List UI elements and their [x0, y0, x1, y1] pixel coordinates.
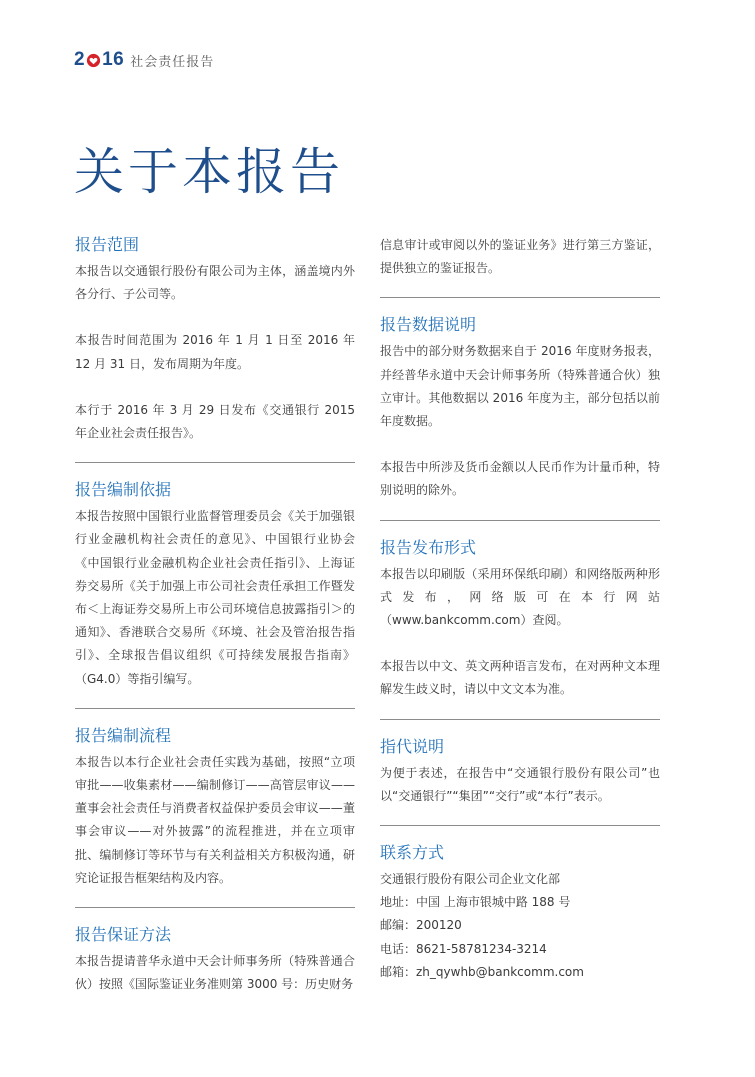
paragraph: 报告中的部分财务数据来自于 2016 年度财务报表，并经普华永道中天会计师事务所（特殊普通合伙）独立审计。其他数据以 2016 年度为主，部分包括以前年度数据。 [380, 344, 660, 429]
year-last-digits: 16 [102, 49, 125, 70]
paragraph: 本报告以印刷版（采用环保纸印刷）和网络版两种形式发布，网络版可在本行网站（www.bankcomm.com）查阅。 [380, 566, 660, 628]
paragraph: 本报告以中文、英文两种语言发布，在对两种文本理解发生歧义时，请以中文文本为准。 [380, 659, 660, 697]
paragraph: 本报告以本行企业社会责任实践为基础，按照“立项审批——收集素材——编制修订——高管层审议——董事会社会责任与消费者权益保护委员会审议——董事会审议——对外披露”的流程推进，并在立项审批、编制修订等环节与有关利益相关方积极沟通，研究论证报告框架结构及内容。 [75, 754, 355, 885]
right-column [380, 234, 660, 984]
section-title: 报告编制流程 [75, 725, 172, 745]
section-title: 报告保证方法 [75, 925, 172, 945]
section-divider [380, 520, 660, 521]
contact-phone: 电话：8621-58781234-3214 [380, 941, 547, 956]
section-data [380, 314, 660, 502]
paragraph: 本报告按照中国银行业监督管理委员会《关于加强银行业金融机构社会责任的意见》、中国银行业协会《中国银行业金融机构企业社会责任指引》、上海证券交易所《关于加强上市公司社会责任承担工作暨发布＜上海证券交易所上市公司环境信息披露指引＞的通知》、香港联合交易所《环境、社会及管治报告指引》、全球报告倡议组织《可持续发展报告指南》（G4.0）等指引编写。 [75, 509, 355, 686]
section-title: 报告范围 [75, 235, 140, 254]
section-reference [380, 736, 660, 808]
section-basis [75, 479, 355, 691]
section-scope [75, 234, 355, 445]
section-title: 报告发布形式 [380, 537, 477, 557]
section-assurance-continued [380, 234, 660, 280]
section-process [75, 725, 355, 890]
year-first-digit: 2 [74, 49, 86, 70]
contact-postcode: 邮编：200120 [380, 918, 462, 933]
paragraph: 本报告中所涉及货币金额以人民币作为计量币种，特别说明的除外。 [380, 460, 660, 498]
contact-address: 地址：中国 上海市银城中路 188 号 [380, 895, 571, 910]
page-title: 关于本报告 [74, 143, 344, 201]
section-title: 报告编制依据 [75, 480, 172, 500]
section-title: 联系方式 [380, 843, 445, 863]
report-subtitle: 社会责任报告 [130, 54, 215, 70]
contact-email: 邮箱：zh_qywhb@bankcomm.com [380, 964, 584, 979]
section-divider [380, 719, 660, 720]
section-divider [75, 462, 355, 463]
left-column [75, 234, 355, 996]
paragraph: 本报告以交通银行股份有限公司为主体，涵盖境内外各分行、子公司等。 [75, 264, 355, 302]
section-divider [380, 825, 660, 826]
paragraph: 信息审计或审阅以外的鉴证业务》进行第三方鉴证，提供独立的鉴证报告。 [380, 238, 660, 276]
section-divider [380, 297, 660, 298]
section-divider [75, 907, 355, 908]
heart-o-icon [86, 53, 101, 68]
section-title: 指代说明 [380, 736, 445, 756]
section-title: 报告数据说明 [380, 315, 477, 335]
section-contact [380, 842, 660, 984]
paragraph: 为便于表述，在报告中“交通银行股份有限公司”也以“交通银行”“集团”“交行”或“本行”表示。 [380, 765, 660, 803]
section-publication [380, 537, 660, 702]
section-assurance [75, 924, 355, 996]
section-divider [75, 708, 355, 709]
contact-department: 交通银行股份有限公司企业文化部 [380, 872, 561, 887]
report-year [74, 49, 124, 71]
paragraph: 本报告时间范围为 2016 年 1 月 1 日至 2016 年 12 月 31 日，发布周期为年度。 [75, 333, 355, 371]
running-header [74, 49, 214, 71]
paragraph: 本报告提请普华永道中天会计师事务所（特殊普通合伙）按照《国际鉴证业务准则第 3000 号：历史财务 [75, 954, 355, 992]
paragraph: 本行于 2016 年 3 月 29 日发布《交通银行 2015 年企业社会责任报告》。 [75, 402, 355, 441]
